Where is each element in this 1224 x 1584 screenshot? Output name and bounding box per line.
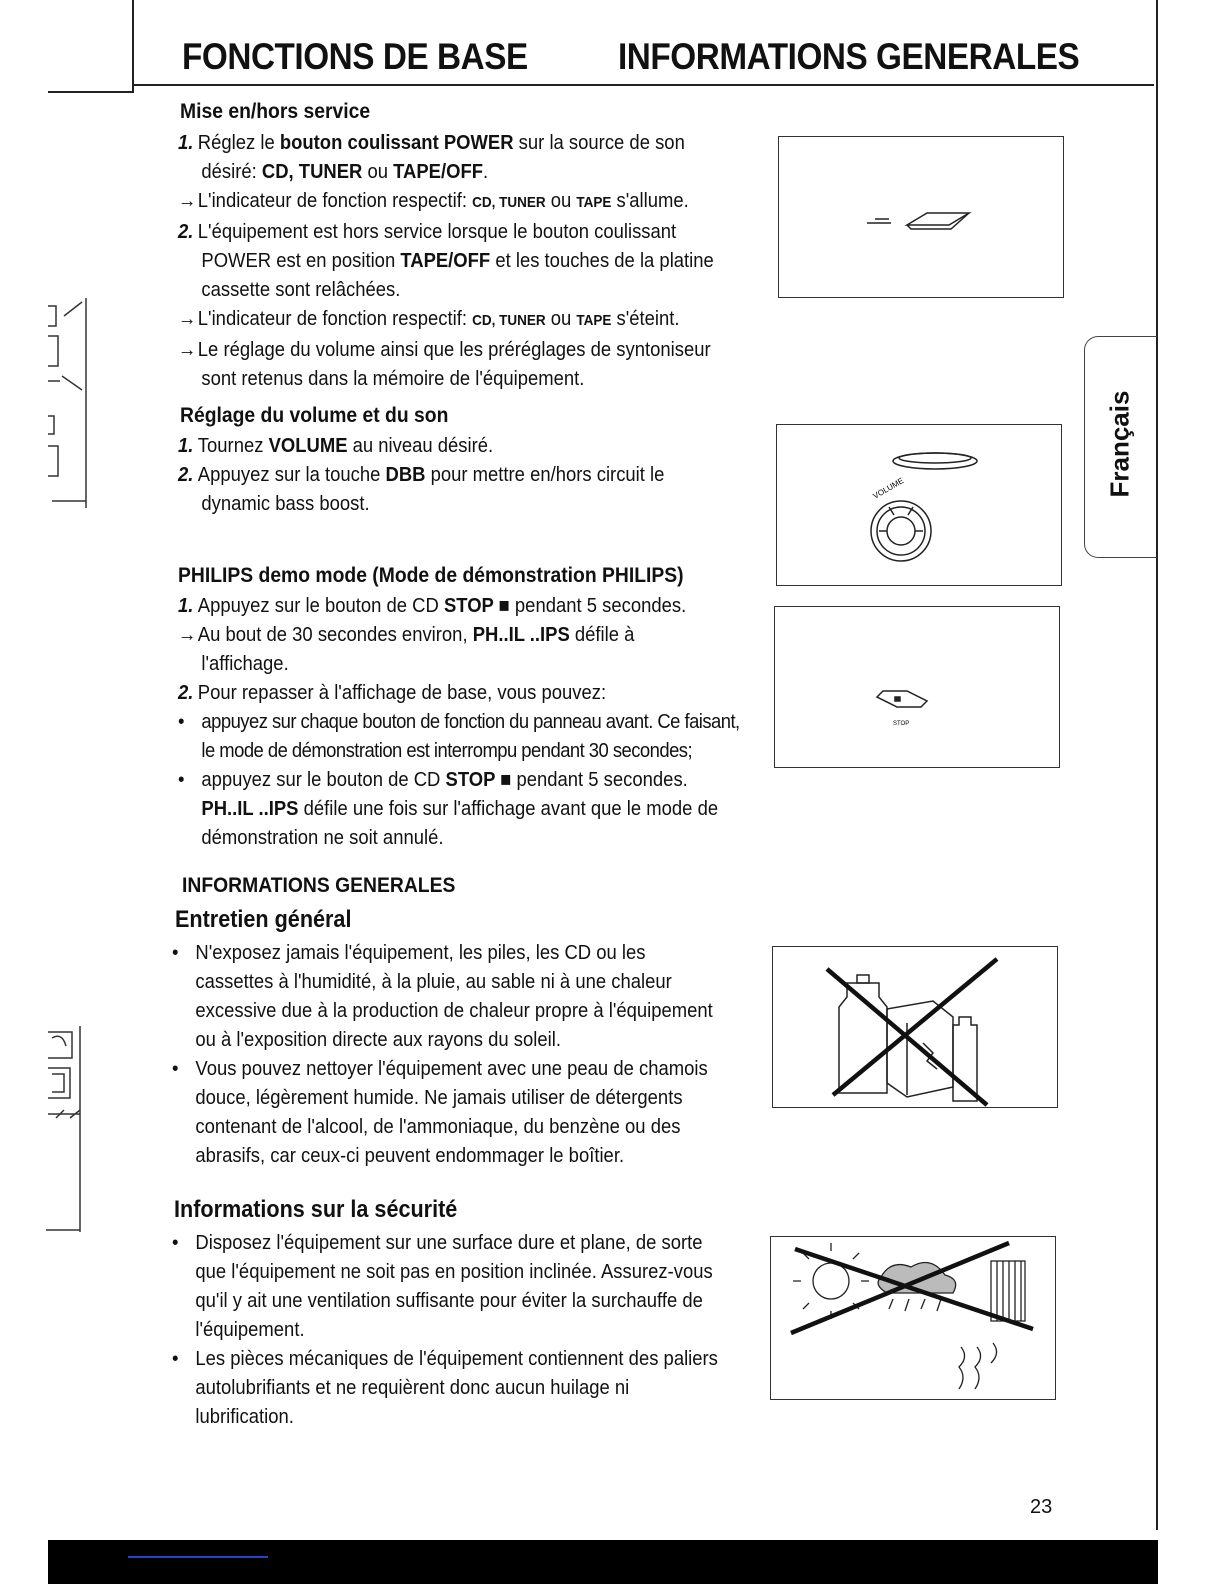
illustration-volume-knob <box>776 424 1062 586</box>
arrow-icon: → <box>178 623 197 646</box>
page-number: 23 <box>1030 1496 1053 1518</box>
power-slider-icon <box>779 137 1063 297</box>
no-chemicals-icon <box>773 947 1057 1107</box>
section-body-safety: • Disposez l'équipement sur une surface dure et plane, de sorte que l'équipement ne soit pas en position inclinée. Assurez-vous qu'il y ait une ventilation suffisante pour éviter la surchauffe de l'équipement. • Les pièces mécaniques de l'équipement contiennent des paliers autolubrifiants et ne requièrent donc aucun huilage ni lubrification. <box>172 1228 718 1431</box>
language-tab-label: Français <box>1104 390 1135 498</box>
no-heat-sun-icon <box>771 1237 1055 1399</box>
section-heading-volume: Réglage du volume et du son <box>180 404 449 427</box>
section-body-volume: 1. Tournez VOLUME au niveau désiré. 2. Appuyez sur la touche DBB pour mettre en/hors circuit le dynamic bass boost. <box>178 431 664 518</box>
stop-button-label: STOP <box>893 721 910 727</box>
section-body-demo: 1. Appuyez sur le bouton de CD STOP ■ pendant 5 secondes. →Au bout de 30 secondes environ, PH..IL ..IPS défile à l'affichage. 2. Pour repasser à l'affichage de base, vous pouvez: • appuyez sur chaque bouton de fonction du panneau avant. Ce faisant, le mode de démonstration est interrompu pendant 30 secondes; • appuyez sur le bouton de CD STOP ■ pendant 5 secondes. PH..IL ..IPS défile une fois sur l'affichage avant que le mode de démonstration ne soit annulé. <box>178 591 740 852</box>
page-title-right: INFORMATIONS GENERALES <box>618 36 1080 77</box>
step-number: 1. <box>178 131 194 154</box>
bottom-black-bar <box>48 1540 1158 1584</box>
illustration-power-slider <box>778 136 1064 298</box>
header-underline <box>134 84 1154 86</box>
volume-knob-label: VOLUME <box>871 476 906 501</box>
step-number: 2. <box>178 463 194 486</box>
arrow-icon: → <box>178 307 197 330</box>
bottom-bar-highlight <box>128 1556 268 1558</box>
section-body-power: 1. Réglez le bouton coulissant POWER sur la source de son désiré: CD, TUNER ou TAPE/OFF. →L'indicateur de fonction respectif: CD, TUNER ou TAPE s'allume. 2. L'équipement est hors service lorsque le bouton coulissant POWER est en position TAPE/OFF et les touches de la platine cassette sont relâchées. →L'indicateur de fonction respectif: CD, TUNER ou TAPE s'éteint. →Le réglage du volume ainsi que les préréglages de syntoniseur sont retenus dans la mémoire de l'équipement. <box>178 128 714 393</box>
margin-device-sketch-bottom <box>44 1022 94 1237</box>
right-edge-line <box>1156 0 1158 1530</box>
section-heading-safety: Informations sur la sécurité <box>174 1196 458 1223</box>
bullet-icon: • <box>178 710 185 733</box>
section-heading-maintenance: Entretien général <box>175 906 352 933</box>
bullet-icon: • <box>172 1057 179 1080</box>
arrow-icon: → <box>178 338 197 361</box>
arrow-icon: → <box>178 189 197 212</box>
section-heading-general-info: INFORMATIONS GENERALES <box>182 874 456 897</box>
step-number: 2. <box>178 220 194 243</box>
step-number: 1. <box>178 594 194 617</box>
illustration-no-chemicals <box>772 946 1058 1108</box>
bullet-icon: • <box>172 1231 179 1254</box>
step-number: 1. <box>178 434 194 457</box>
bullet-icon: • <box>172 1347 179 1370</box>
illustration-stop-button <box>774 606 1060 768</box>
margin-device-sketch-top <box>44 296 94 511</box>
header-left-stub <box>48 91 134 93</box>
header-top-left-line <box>132 0 134 92</box>
bullet-icon: • <box>178 768 185 791</box>
bullet-icon: • <box>172 941 179 964</box>
section-heading-demo: PHILIPS demo mode (Mode de démonstration PHILIPS) <box>178 564 684 587</box>
stop-button-icon <box>775 607 1059 767</box>
step-number: 2. <box>178 681 194 704</box>
section-heading-power: Mise en/hors service <box>180 100 371 123</box>
illustration-no-heat-sun <box>770 1236 1056 1400</box>
volume-knob-icon <box>777 425 1061 585</box>
section-body-maintenance: • N'exposez jamais l'équipement, les piles, les CD ou les cassettes à l'humidité, à la pluie, au sable ni à une chaleur excessive due à la production de chaleur propre à l'équipement ou à l'exposition directe aux rayons du soleil. • Vous pouvez nettoyer l'équipement avec une peau de chamois douce, légèrement humide. Ne jamais utiliser de détergents contenant de l'alcool, de l'ammoniaque, du benzène ou des abrasifs, car ceux-ci peuvent endommager le boîtier. <box>172 938 713 1170</box>
page-title-left: FONCTIONS DE BASE <box>182 36 528 77</box>
